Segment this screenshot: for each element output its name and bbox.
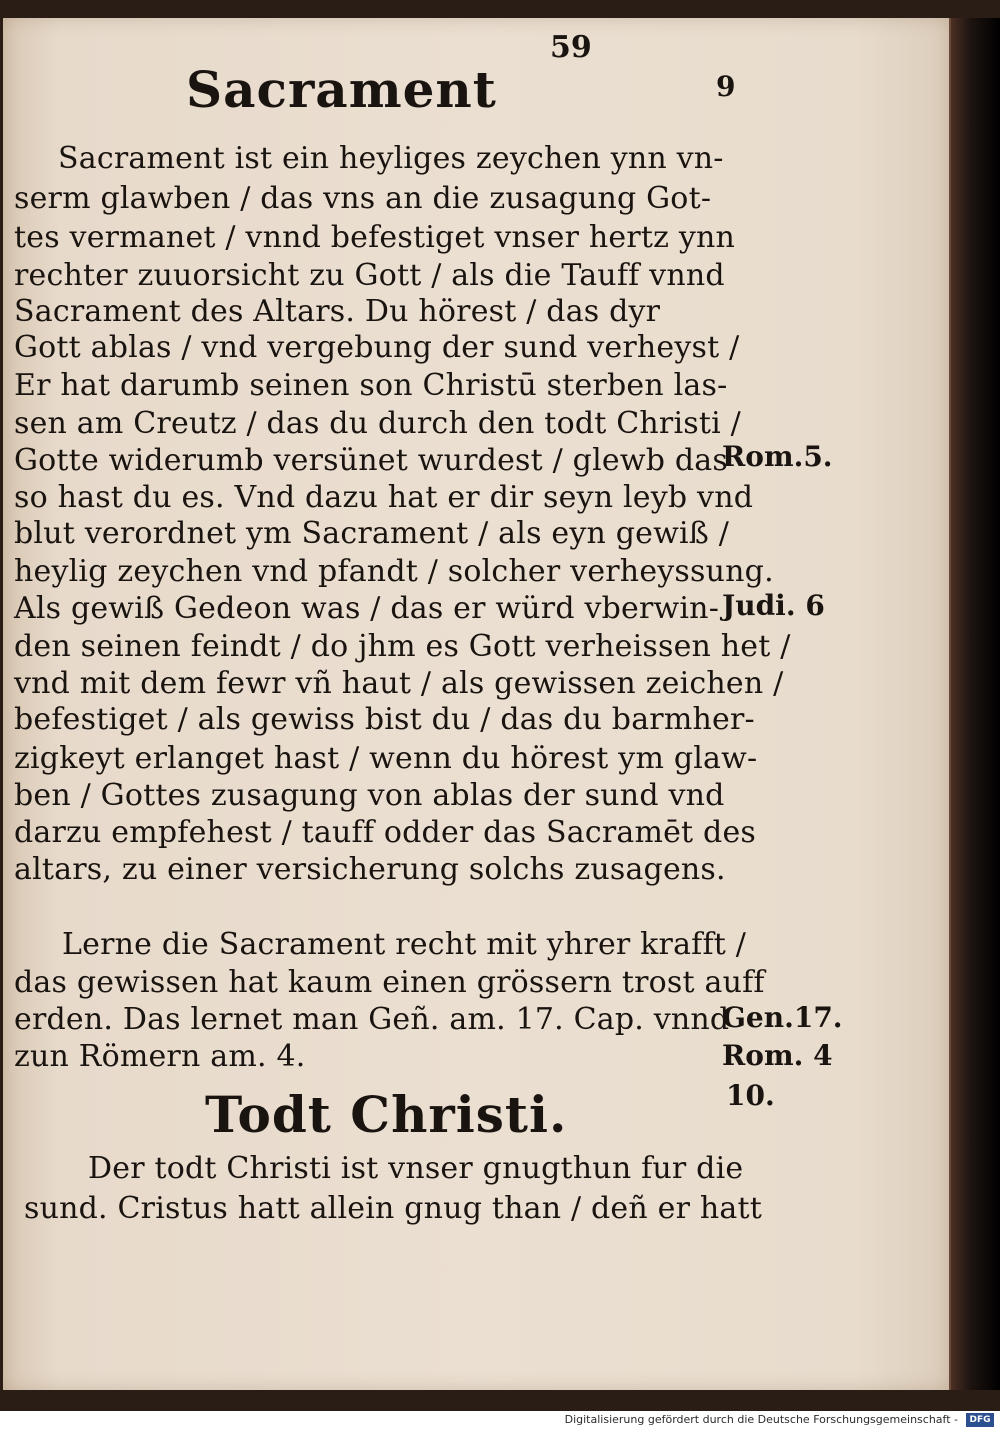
- body-line: Gott ablas / vnd vergebung der sund verheyst /: [14, 330, 740, 365]
- folio-number: 59: [550, 30, 592, 65]
- body-line: Er hat darumb seinen son Christū sterben las-: [14, 368, 728, 403]
- margin-note-10: 10.: [726, 1079, 775, 1112]
- body-line: blut verordnet ym Sacrament / als eyn gewiß /: [14, 516, 730, 551]
- body-line: das gewissen hat kaum einen grössern trost auff: [14, 965, 765, 1000]
- margin-note-gen17: Gen.17.: [722, 1001, 843, 1034]
- body-line: Der todt Christi ist vnser gnugthun fur die: [88, 1151, 744, 1186]
- body-line: Sacrament des Altars. Du hörest / das dyr: [14, 294, 661, 329]
- body-line: vnd mit dem fewr vñ haut / als gewissen zeichen /: [14, 666, 784, 701]
- body-line: zun Römern am. 4.: [14, 1039, 306, 1074]
- body-line: ben / Gottes zusagung von ablas der sund vnd: [14, 778, 725, 813]
- body-line: sen am Creutz / das du durch den todt Christi /: [14, 406, 741, 441]
- footer-funding-text: Digitalisierung gefördert durch die Deutsche Forschungsgemeinschaft -: [564, 1413, 958, 1426]
- body-line: sund. Cristus hatt allein gnug than / deñ er hatt: [24, 1191, 762, 1226]
- body-line: so hast du es. Vnd dazu hat er dir seyn leyb vnd: [14, 480, 754, 515]
- body-line: befestiget / als gewiss bist du / das du barmher-: [14, 702, 755, 737]
- body-line: zigkeyt erlanget hast / wenn du hörest ym glaw-: [14, 741, 758, 776]
- margin-note-rom5: Rom.5.: [722, 440, 833, 473]
- dfg-logo: DFG: [966, 1413, 994, 1427]
- heading-sacrament: Sacrament: [186, 60, 497, 119]
- body-line: Sacrament ist ein heyliges zeychen ynn vn-: [58, 141, 724, 176]
- body-line: serm glawben / das vns an die zusagung Got-: [14, 181, 712, 216]
- body-line: altars, zu einer versicherung solchs zusagens.: [14, 852, 726, 887]
- margin-note-judi6: Judi. 6: [722, 589, 825, 622]
- body-line: tes vermanet / vnnd befestiget vnser hertz ynn: [14, 220, 736, 255]
- body-line: Gotte widerumb versünet wurdest / glewb das: [14, 443, 728, 478]
- body-line: Als gewiß Gedeon was / das er würd vberwin-: [14, 591, 720, 626]
- body-line: erden. Das lernet man Geñ. am. 17. Cap. vnnd: [14, 1002, 730, 1037]
- signature-mark: 9: [716, 70, 736, 103]
- body-line: Lerne die Sacrament recht mit yhrer krafft /: [62, 927, 747, 962]
- body-line: den seinen feindt / do jhm es Gott verheissen het /: [14, 629, 791, 664]
- page-edge-shadow: [951, 18, 1000, 1390]
- body-line: darzu empfehest / tauff odder das Sacramēt des: [14, 815, 757, 850]
- body-line: heylig zeychen vnd pfandt / solcher verheyssung.: [14, 554, 774, 589]
- margin-note-rom4: Rom. 4: [722, 1039, 833, 1072]
- body-line: rechter zuuorsicht zu Gott / als die Tauff vnnd: [14, 258, 725, 293]
- heading-todt-christi: Todt Christi.: [205, 1085, 568, 1144]
